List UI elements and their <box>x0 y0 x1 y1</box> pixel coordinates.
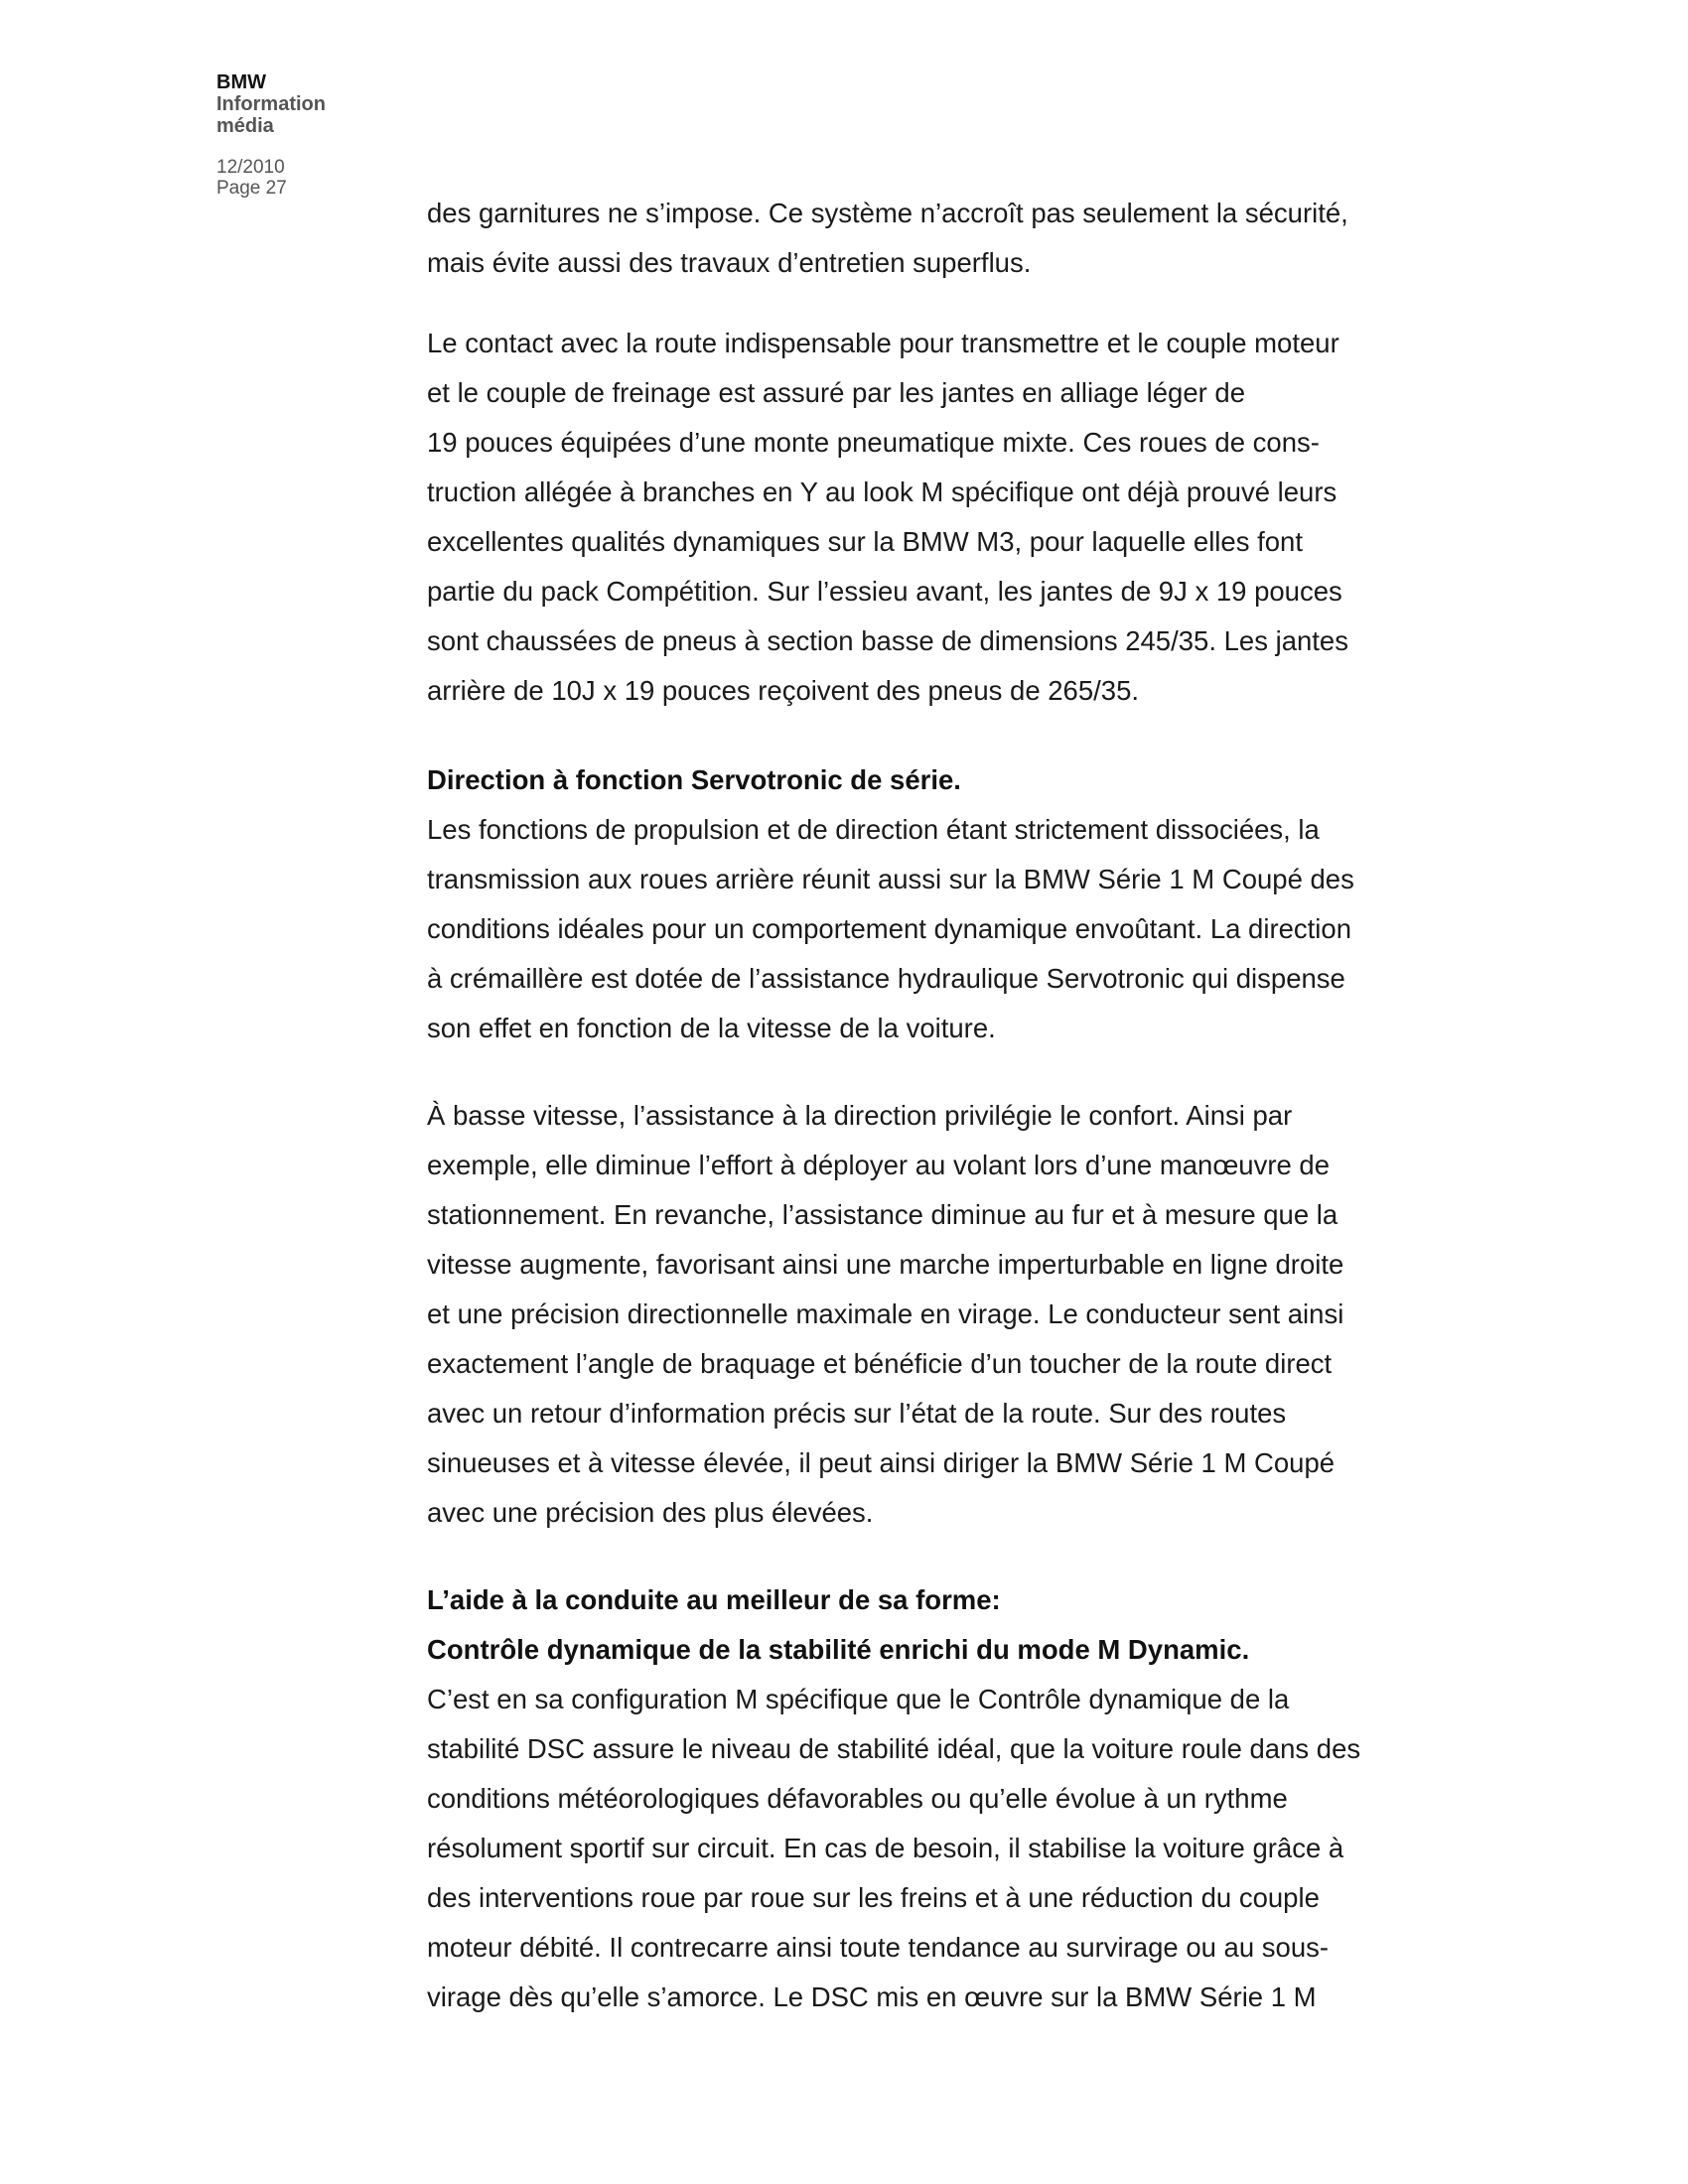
paragraph-1 <box>427 189 1380 288</box>
text-line: Les fonctions de propulsion et de direction étant strictement dissociées, la <box>427 814 1320 845</box>
text-line: conditions idéales pour un comportement dynamique envoûtant. La direction <box>427 913 1351 944</box>
heading-line: Direction à fonction Servotronic de série. <box>427 764 961 795</box>
document-body <box>427 189 1380 2022</box>
text-line: stationnement. En revanche, l’assistance diminue au fur et à mesure que la <box>427 1199 1338 1230</box>
text-line: arrière de 10J x 19 pouces reçoivent des pneus de 265/35. <box>427 675 1140 706</box>
text-line: mais évite aussi des travaux d’entretien superflus. <box>427 247 1032 278</box>
paragraph-5 <box>427 1675 1380 2022</box>
text-line: conditions météorologiques défavorables ou qu’elle évolue à un rythme <box>427 1783 1288 1814</box>
text-line: des garnitures ne s’impose. Ce système n’accroît pas seulement la sécurité, <box>427 198 1348 228</box>
text-line: virage dès qu’elle s’amorce. Le DSC mis en œuvre sur la BMW Série 1 M <box>427 1981 1317 2012</box>
text-line: et une précision directionnelle maximale en virage. Le conducteur sent ainsi <box>427 1298 1344 1329</box>
text-line: À basse vitesse, l’assistance à la direction privilégie le confort. Ainsi par <box>427 1100 1293 1131</box>
paragraph-4 <box>427 1091 1380 1538</box>
text-line: excellentes qualités dynamiques sur la BMW M3, pour laquelle elles font <box>427 526 1303 557</box>
section-heading-servotronic <box>427 755 1380 805</box>
brand-subtitle-line2: média <box>216 115 274 137</box>
text-line: et le couple de freinage est assuré par les jantes en alliage léger de <box>427 377 1246 408</box>
heading-line: L’aide à la conduite au meilleur de sa forme: <box>427 1584 1001 1615</box>
section-heading-dsc <box>427 1575 1380 1675</box>
document-header <box>216 71 385 199</box>
text-line: son effet en fonction de la vitesse de la voiture. <box>427 1013 996 1043</box>
text-line: partie du pack Compétition. Sur l’essieu avant, les jantes de 9J x 19 pouces <box>427 576 1342 607</box>
brand-subtitle-line1: Information <box>216 93 326 115</box>
text-line: à crémaillère est dotée de l’assistance hydraulique Servotronic qui dispense <box>427 963 1345 994</box>
document-date: 12/2010 <box>216 157 285 178</box>
text-line: avec un retour d’information précis sur l’état de la route. Sur des routes <box>427 1398 1287 1429</box>
text-line: C’est en sa configuration M spécifique que le Contrôle dynamique de la <box>427 1684 1290 1714</box>
text-line: transmission aux roues arrière réunit aussi sur la BMW Série 1 M Coupé des <box>427 864 1354 894</box>
text-line: exemple, elle diminue l’effort à déployer au volant lors d’une manœuvre de <box>427 1150 1331 1180</box>
text-line: truction allégée à branches en Y au look M spécifique ont déjà prouvé leurs <box>427 477 1337 507</box>
text-line: moteur débité. Il contrecarre ainsi toute tendance au survirage ou au sous- <box>427 1932 1330 1963</box>
paragraph-2 <box>427 319 1380 716</box>
page-number: Page 27 <box>216 178 287 199</box>
text-line: résolument sportif sur circuit. En cas de besoin, il stabilise la voiture grâce à <box>427 1833 1344 1863</box>
text-line: avec une précision des plus élevées. <box>427 1497 874 1528</box>
text-line: des interventions roue par roue sur les freins et à une réduction du couple <box>427 1882 1320 1913</box>
text-line: sont chaussées de pneus à section basse de dimensions 245/35. Les jantes <box>427 625 1348 656</box>
text-line: stabilité DSC assure le niveau de stabilité idéal, que la voiture roule dans des <box>427 1733 1361 1764</box>
brand-name: BMW <box>216 71 266 93</box>
paragraph-3 <box>427 805 1380 1053</box>
document-meta <box>216 157 385 199</box>
text-line: vitesse augmente, favorisant ainsi une marche imperturbable en ligne droite <box>427 1249 1344 1280</box>
text-line: Le contact avec la route indispensable pour transmettre et le couple moteur <box>427 328 1339 358</box>
text-line: sinueuses et à vitesse élevée, il peut ainsi diriger la BMW Série 1 M Coupé <box>427 1447 1336 1478</box>
heading-line: Contrôle dynamique de la stabilité enrichi du mode M Dynamic. <box>427 1634 1250 1665</box>
text-line: exactement l’angle de braquage et bénéficie d’un toucher de la route direct <box>427 1348 1333 1379</box>
text-line: 19 pouces équipées d’une monte pneumatique mixte. Ces roues de cons- <box>427 427 1320 458</box>
